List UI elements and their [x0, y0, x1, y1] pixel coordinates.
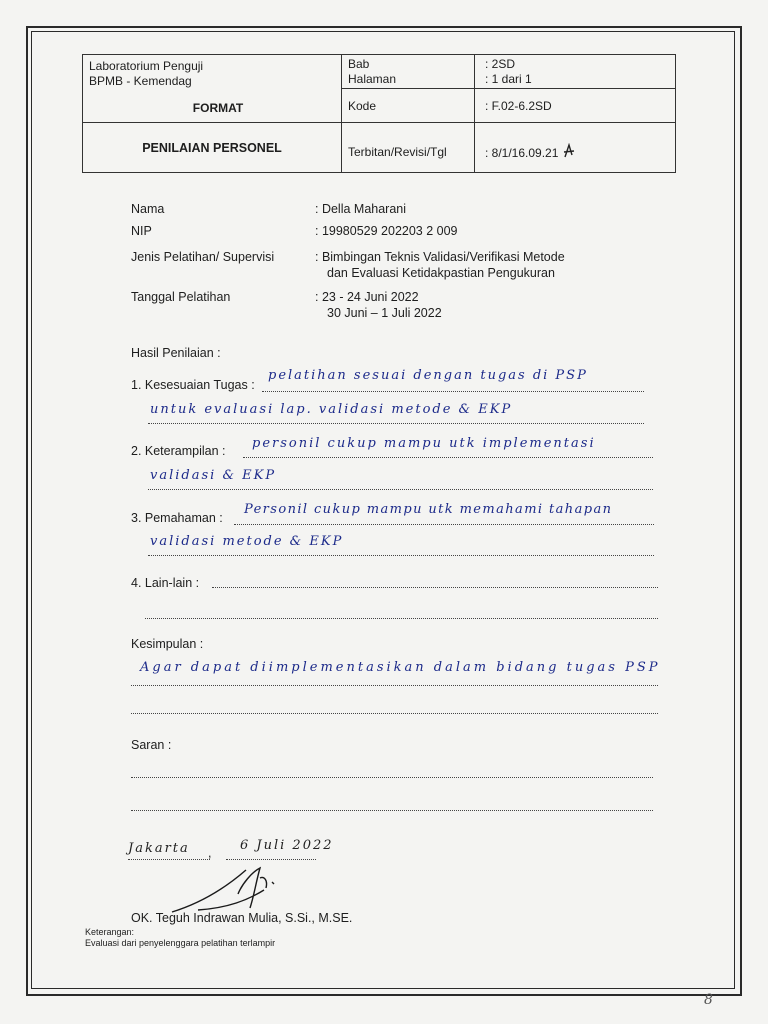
kode-value: : F.02-6.2SD [475, 89, 676, 123]
tanggal-value-2: 30 Juni – 1 Juli 2022 [327, 306, 442, 320]
item1-label: 1. Kesesuaian Tugas : [131, 378, 255, 392]
bab-halaman-values [475, 55, 676, 89]
jenis-value-2: dan Evaluasi Ketidakpastian Pengukuran [327, 266, 555, 280]
item2-label: 2. Keterampilan : [131, 444, 226, 458]
item2-handwriting-1: personil cukup mampu utk implementasi [252, 436, 596, 451]
bab-halaman-labels [342, 55, 475, 89]
item3-label: 3. Pemahaman : [131, 511, 223, 525]
initial-mark-icon [562, 143, 576, 159]
terbitan-cell [475, 123, 676, 173]
tanggal-label: Tanggal Pelatihan [131, 290, 231, 304]
halaman-label: Halaman [348, 72, 397, 86]
form-title: PENILAIAN PERSONEL [83, 123, 342, 173]
jenis-label: Jenis Pelatihan/ Supervisi [131, 250, 275, 264]
page-mark: 8 [704, 992, 715, 1008]
item3-handwriting-2: validasi metode & EKP [150, 534, 344, 549]
kesimpulan-handwriting: Agar dapat diimplementasikan dalam bidang tugas PSP [140, 660, 661, 675]
terbitan-value: : 8/1/16.09.21 [485, 146, 559, 160]
nip-label: NIP [131, 224, 152, 238]
format-label: FORMAT [192, 101, 244, 115]
place-comma: , [208, 846, 212, 860]
saran-label: Saran : [131, 738, 172, 752]
keterangan-text: Evaluasi dari penyelenggara pelatihan terlampir [85, 938, 276, 948]
place-handwriting: Jakarta [128, 841, 190, 856]
kesimpulan-line-1 [131, 685, 658, 686]
item2-handwriting-2: validasi & EKP [150, 468, 277, 483]
keterangan-label: Keterangan: [85, 927, 135, 937]
kesimpulan-line-2 [131, 713, 658, 714]
item1-handwriting-2: untuk evaluasi lap. validasi metode & EKP [150, 402, 513, 417]
nama-label: Nama [131, 202, 165, 216]
org-line-2: BPMB - Kemendag [89, 74, 192, 88]
hasil-heading: Hasil Penilaian : [131, 346, 221, 360]
item4-line-1 [212, 587, 658, 588]
item2-line-1 [243, 457, 653, 458]
saran-line-1 [131, 777, 653, 778]
item4-label: 4. Lain-lain : [131, 576, 200, 590]
org-cell [83, 55, 342, 123]
item3-line-1 [234, 524, 654, 525]
kesimpulan-label: Kesimpulan : [131, 637, 204, 651]
item1-handwriting-1: pelatihan sesuai dengan tugas di PSP [268, 368, 588, 383]
item3-handwriting-1: Personil cukup mampu utk memahami tahapan [244, 502, 613, 517]
org-line-1: Laboratorium Penguji [89, 59, 204, 73]
signer-name: OK. Teguh Indrawan Mulia, S.Si., M.SE. [131, 911, 353, 925]
bab-label: Bab [348, 57, 370, 71]
item3-line-2 [148, 555, 654, 556]
form-header-table [82, 54, 676, 173]
item1-line-2 [148, 423, 644, 424]
nip-value: : 19980529 202203 2 009 [315, 224, 458, 238]
item4-line-2 [145, 618, 658, 619]
jenis-value-1: : Bimbingan Teknis Validasi/Verifikasi Metode [315, 250, 565, 264]
halaman-value: : 1 dari 1 [485, 72, 532, 86]
kode-label: Kode [342, 89, 475, 123]
tanggal-value-1: : 23 - 24 Juni 2022 [315, 290, 419, 304]
item1-line-1 [262, 391, 644, 392]
nama-value: : Della Maharani [315, 202, 407, 216]
saran-line-2 [131, 810, 653, 811]
item2-line-2 [148, 489, 653, 490]
date-handwriting: 6 Juli 2022 [240, 838, 334, 853]
terbitan-label: Terbitan/Revisi/Tgl [342, 123, 475, 173]
bab-value: : 2SD [485, 57, 516, 71]
